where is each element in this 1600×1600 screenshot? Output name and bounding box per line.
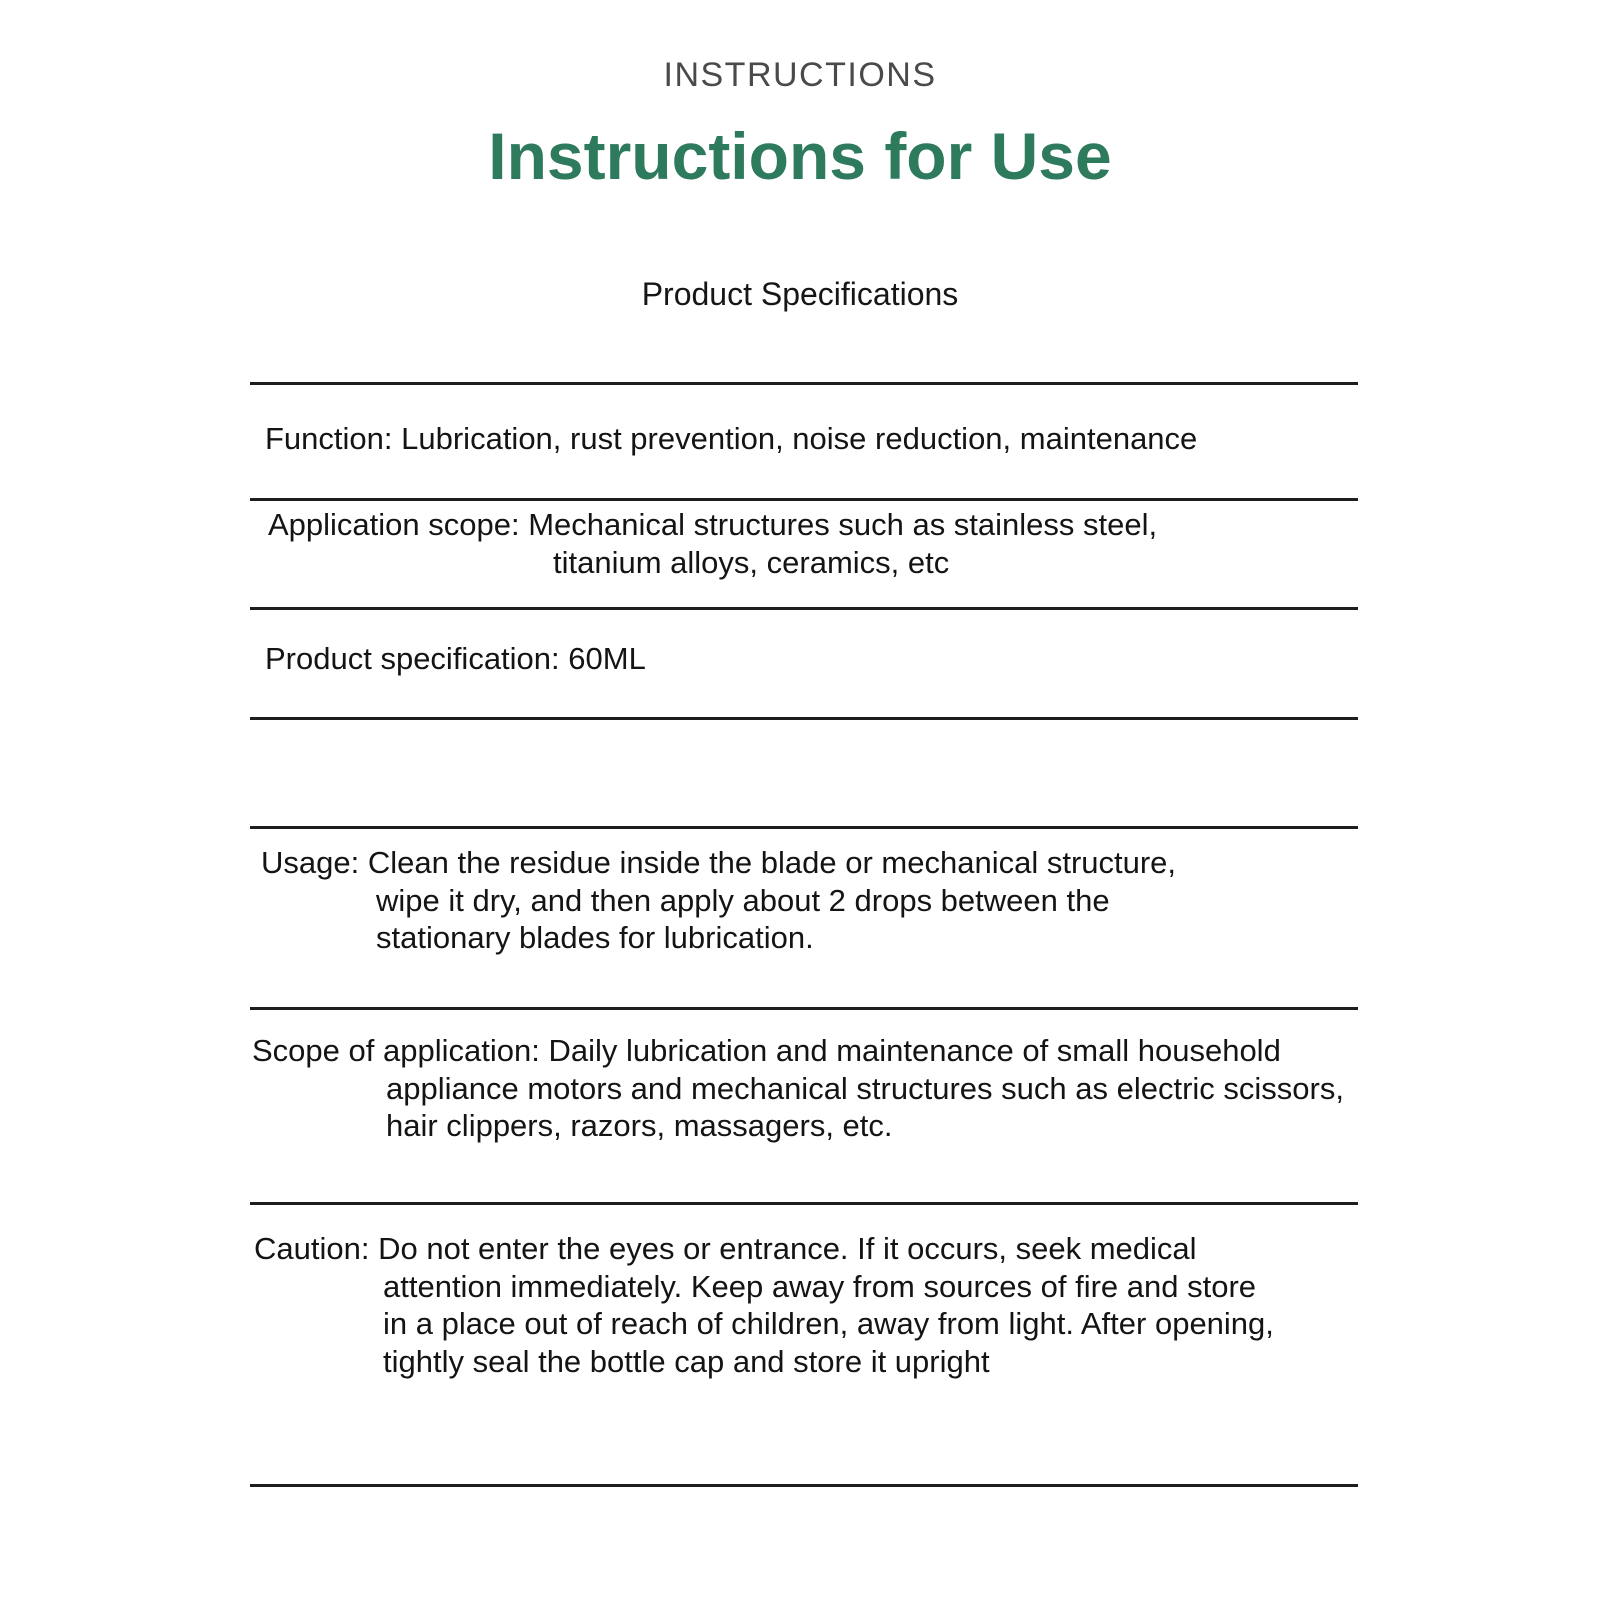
section-product-specification — [265, 640, 646, 678]
divider-line — [250, 382, 1358, 385]
product-specification-text-line — [265, 640, 646, 678]
application-scope-text: Mechanical structures such as stainless steel, — [528, 507, 1158, 542]
caution-text-line — [254, 1230, 1274, 1268]
divider-line — [250, 498, 1358, 501]
usage-text-line — [261, 844, 1176, 882]
usage-text: Clean the residue inside the blade or mechanical structure, — [367, 845, 1177, 880]
section-caution — [254, 1230, 1274, 1380]
caution-text: Do not enter the eyes or entrance. If it occurs, seek medical — [378, 1231, 1197, 1266]
application-scope-label: Application scope: — [268, 507, 520, 542]
section-function — [265, 420, 1197, 458]
page-title: Instructions for Use — [488, 119, 1112, 193]
function-label: Function: — [265, 421, 393, 456]
function-text: Lubrication, rust prevention, noise reduction, maintenance — [401, 421, 1198, 456]
scope-of-application-label: Scope of application: — [252, 1033, 540, 1068]
eyebrow-title: INSTRUCTIONS — [663, 56, 937, 94]
section-usage — [261, 844, 1176, 957]
product-specification-label: Product specification: — [265, 641, 560, 676]
caution-text-line: tightly seal the bottle cap and store it upright — [383, 1343, 990, 1379]
caution-label: Caution: — [254, 1231, 370, 1266]
application-scope-text-line: titanium alloys, ceramics, etc — [553, 544, 950, 580]
usage-label: Usage: — [261, 845, 360, 880]
product-specification-value: 60ML — [568, 641, 646, 676]
divider-line — [250, 607, 1358, 610]
application-scope-text-line — [268, 506, 1157, 544]
section-application-scope — [268, 506, 1157, 581]
section-heading: Product Specifications — [641, 276, 959, 312]
scope-of-application-text: Daily lubrication and maintenance of small household — [548, 1033, 1281, 1068]
divider-line — [250, 1202, 1358, 1205]
scope-of-application-text-line: hair clippers, razors, massagers, etc. — [386, 1108, 893, 1143]
divider-line — [250, 1484, 1358, 1487]
divider-line — [250, 1007, 1358, 1010]
section-scope-of-application — [252, 1032, 1344, 1145]
divider-line — [250, 717, 1358, 720]
divider-line — [250, 826, 1358, 829]
scope-of-application-text-line — [252, 1032, 1344, 1070]
usage-text-line: wipe it dry, and then apply about 2 drops between the — [376, 882, 1110, 918]
usage-text-line: stationary blades for lubrication. — [376, 920, 814, 955]
scope-of-application-text-line: appliance motors and mechanical structures such as electric scissors, — [386, 1070, 1344, 1106]
caution-text-line: in a place out of reach of children, away from light. After opening, — [383, 1306, 1274, 1341]
function-text-line — [265, 420, 1197, 458]
caution-text-line: attention immediately. Keep away from sources of fire and store — [383, 1268, 1257, 1304]
